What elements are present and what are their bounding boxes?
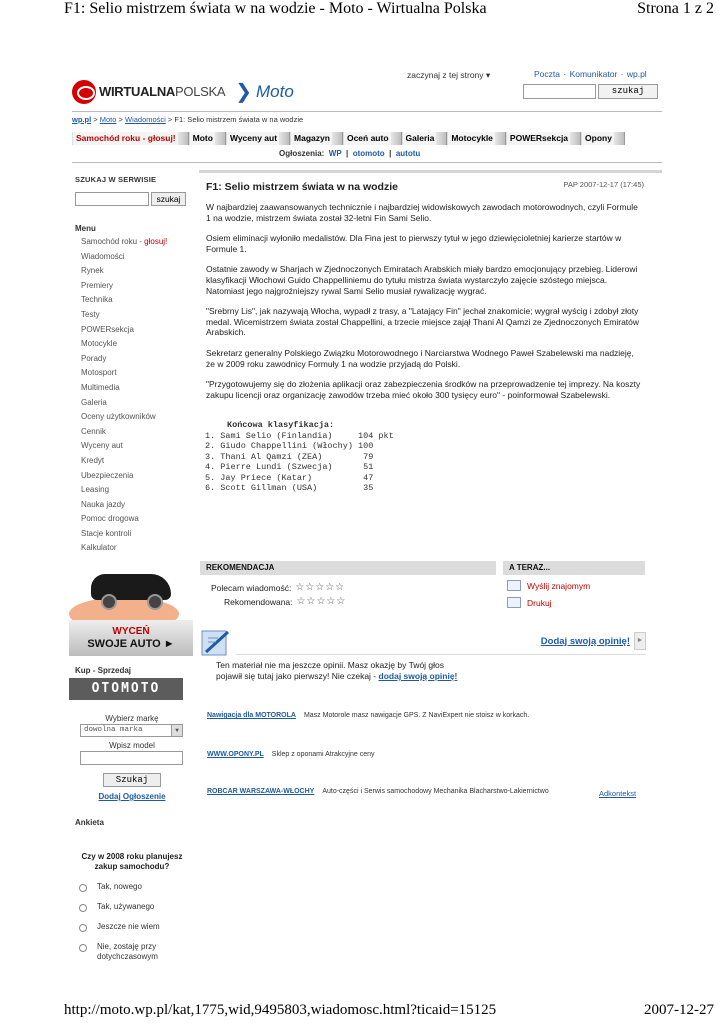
recommended-stars-icon: ☆☆☆☆☆ — [296, 596, 347, 607]
arrow-icon: ❯ — [235, 81, 253, 103]
wycen-auto-banner[interactable] — [69, 562, 193, 656]
add-opinion-inline-link[interactable]: dodaj swoją opinię! — [378, 671, 458, 681]
brand-select[interactable]: dowolna marka ▼ — [80, 724, 183, 737]
printer-icon — [507, 597, 521, 608]
menu-item[interactable]: Motosport — [81, 368, 117, 378]
menu-item-samochod-roku[interactable]: Samochód roku - głosuj! — [81, 237, 168, 246]
article — [199, 170, 662, 493]
ranking-row: 3. Thani Al Qamzi (ZEA) 79 — [205, 451, 374, 462]
menu-item[interactable]: Wiadomości — [81, 251, 125, 261]
radio-icon — [79, 924, 87, 932]
section-name: Moto — [256, 81, 294, 101]
print-page-number: Strona 1 z 2 — [637, 0, 714, 17]
ogloszenia-autotu[interactable]: autotu — [395, 149, 421, 158]
ranking-row: 1. Sami Selio (Finlandia) 104 pkt — [205, 430, 394, 441]
brand-label: Wybierz markę — [105, 714, 159, 723]
ranking-row: 6. Scott Gillman (USA) 35 — [205, 483, 374, 493]
rekomendacja-title: REKOMENDACJA — [200, 561, 496, 575]
add-ad-link[interactable]: Dodaj Ogłoszenie — [98, 792, 166, 801]
menu-title: Menu — [75, 224, 96, 233]
article-paragraph: Ostatnie zawody w Sharjach w Zjednoczonych Emiratach Arabskich miały bardzo emocjonujący przebieg. Liderowi klasyfikacji Włochowi Guido Chappelliniemu do tytułu mistrza świata wystarczyło zajęcie szóstego miejsca. Natomiast jego najgroźniejszy rywal Sami Selio musiał rywalizację wygrać. — [206, 264, 638, 296]
ogloszenia-wp[interactable]: WP — [328, 149, 342, 158]
menu-item[interactable]: Wyceny aut — [81, 441, 123, 451]
menu-item[interactable]: Stacje kontroli — [81, 528, 132, 538]
menu-item[interactable]: Leasing — [81, 485, 110, 495]
logo-brand-light: POLSKA — [175, 84, 226, 99]
menu-item[interactable]: Nauka jazdy — [81, 499, 126, 509]
sidebar-search-title: SZUKAJ W SERWISIE — [75, 175, 157, 184]
top-search-button[interactable]: szukaj — [598, 84, 658, 99]
print-footer — [0, 998, 724, 1024]
nav-item-ocen-auto[interactable]: Oceń auto — [343, 132, 402, 145]
top-link-komunikator[interactable]: Komunikator — [569, 69, 618, 79]
nav-item-opony[interactable]: Opony — [581, 132, 625, 145]
menu-item[interactable]: Porady — [81, 353, 107, 363]
menu-item[interactable]: Pomoc drogowa — [81, 514, 139, 524]
nav-item-powersekcja[interactable]: POWERsekcja — [506, 132, 581, 145]
adkontekst-link[interactable]: Adkontekst — [599, 789, 637, 798]
print-url: http://moto.wp.pl/kat,1775,wid,9495803,wiadomosc.html?ticaid=15125 — [64, 1002, 497, 1018]
menu-item[interactable]: Premiery — [81, 280, 114, 290]
nav-item-samochod-roku[interactable]: Samochód roku - głosuj! — [72, 132, 189, 145]
print-header — [0, 0, 724, 22]
logo-brand-bold: WIRTUALNA — [99, 84, 176, 99]
menu-item[interactable]: Multimedia — [81, 382, 120, 392]
no-opinion-message: Ten materiał nie ma jeszcze opinii. Masz okazję by Twój głos pojawił się tutaj jako pierwszy! Nie czekaj - dodaj swoją opinię! — [216, 660, 458, 681]
article-paragraph: Sekretarz generalny Polskiego Związku Motorowodnego i Narciarstwa Wodnego Paweł Szabelewski ma nadzieję, że w 2009 roku zawodnicy Formuły 1 na wodzie przyjadą do Polski. — [206, 347, 634, 369]
sidebar-search-input[interactable] — [75, 192, 149, 206]
promo-line-1: WYCEŃ — [112, 626, 150, 637]
main-nav — [72, 132, 625, 145]
kup-sprzedaj-title: Kup - Sprzedaj — [75, 666, 132, 675]
nav-divider — [72, 162, 662, 163]
print-title: F1: Selio mistrzem świata w na wodzie - Moto - Wirtualna Polska — [64, 0, 487, 17]
ad-title[interactable]: ROBCAR WARSZAWA-WŁOCHY — [207, 788, 315, 795]
opinion-bar — [200, 628, 646, 658]
menu-item[interactable]: Galeria — [81, 397, 107, 407]
menu-item[interactable]: Testy — [81, 309, 100, 319]
menu-item[interactable]: Motocykle — [81, 339, 118, 349]
promo-line-2: SWOJE AUTO ► — [87, 638, 175, 650]
poll — [72, 852, 192, 962]
poll-option[interactable]: Tak, nowego — [72, 882, 192, 892]
a-teraz-title: A TERAZ... — [503, 561, 645, 575]
menu-item[interactable]: Kredyt — [81, 455, 105, 465]
menu-item[interactable]: Rynek — [81, 266, 104, 276]
ad-text: Sklep z oponami Atrakcyjne ceny — [271, 751, 375, 758]
top-link-wp[interactable]: wp.pl — [626, 69, 647, 79]
poll-option[interactable]: Tak, używanego — [72, 902, 192, 912]
ad-row — [207, 712, 529, 719]
breadcrumb-moto[interactable]: Moto — [99, 115, 117, 124]
chevron-down-icon: ▼ — [171, 725, 182, 736]
radio-icon — [79, 944, 87, 952]
recommended-row — [224, 596, 346, 607]
car-search-form — [72, 714, 192, 801]
ad-text: Masz Motorole masz nawigacje GPS. Z NaviExpert nie stoisz w korkach. — [303, 712, 530, 719]
menu-item[interactable]: Technika — [81, 295, 113, 305]
ogloszenia-otomoto[interactable]: otomoto — [352, 149, 385, 158]
menu-item[interactable]: POWERsekcja — [81, 324, 134, 334]
top-search-input[interactable] — [523, 84, 596, 99]
breadcrumb: wp.pl > Moto > Wiadomości > F1: Selio mistrzem świata w na wodzie — [72, 115, 304, 124]
poll-title: Ankieta — [75, 818, 104, 827]
article-title: F1: Selio mistrzem świata w na wodzie — [206, 181, 398, 193]
breadcrumb-current: F1: Selio mistrzem świata w na wodzie — [174, 115, 304, 124]
recommended-label: Rekomendowana: — [224, 596, 293, 607]
rating-stars-icon[interactable]: ☆☆☆☆☆ — [295, 582, 346, 593]
menu-item[interactable]: Kalkulator — [81, 543, 117, 553]
sidebar-menu — [75, 224, 167, 558]
sidebar-search-button[interactable]: szukaj — [151, 192, 186, 206]
site-logo[interactable] — [72, 79, 294, 104]
breadcrumb-news[interactable]: Wiadomości — [124, 115, 166, 124]
nav-item-moto[interactable]: Moto — [189, 132, 226, 145]
ad-row — [207, 788, 549, 795]
chevron-right-icon[interactable]: ► — [634, 632, 646, 650]
otomoto-logo[interactable]: OTOMOTO — [69, 678, 183, 700]
article-body — [206, 202, 644, 410]
nav-item-magazyn[interactable]: Magazyn — [290, 132, 343, 145]
wp-logo-icon — [72, 80, 96, 104]
rate-row — [211, 582, 345, 593]
ad-title[interactable]: Nawigacja dla MOTOROLA — [207, 712, 296, 719]
ranking-row: 5. Jay Priece (Katar) 47 — [205, 472, 374, 483]
send-to-friend[interactable]: Wyślij znajomym — [507, 580, 590, 591]
article-meta: PAP 2007-12-17 (17:45) — [563, 180, 644, 189]
print-link[interactable]: Drukuj — [507, 597, 552, 608]
model-input[interactable] — [80, 751, 183, 765]
pencil-note-icon — [200, 628, 234, 658]
sidebar-search — [75, 175, 181, 204]
ranking-row: 4. Pierre Lundi (Szwecja) 51 — [205, 462, 374, 472]
article-paragraph: Osiem eliminacji wyłoniło medalistów. Dla Fina jest to pierwszy tytuł w jego dziewięcioletniej karierze startów w Formule 1. — [206, 233, 622, 254]
breadcrumb-home[interactable]: wp.pl — [72, 115, 92, 124]
start-page-dropdown[interactable]: zaczynaj z tej strony ▾ — [407, 70, 491, 80]
menu-item[interactable]: Ubezpieczenia — [81, 470, 134, 480]
top-links: Poczta · Komunikator · wp.pl — [534, 69, 647, 79]
add-opinion-link[interactable]: Dodaj swoją opinię! — [540, 636, 630, 647]
ogloszenia-label: Ogłoszenia: — [279, 149, 325, 158]
print-date: 2007-12-27 — [644, 1002, 714, 1018]
nav-item-motocykle[interactable]: Motocykle — [447, 132, 506, 145]
top-link-poczta[interactable]: Poczta — [534, 69, 560, 79]
ogloszenia-bar: Ogłoszenia: WP | otomoto | autotu — [279, 149, 421, 158]
ad-title[interactable]: WWW.OPONY.PL — [207, 751, 264, 758]
header-divider — [72, 111, 662, 112]
radio-icon — [79, 904, 87, 912]
ranking — [205, 420, 394, 494]
poll-question: Czy w 2008 roku planujesz zakup samochodu? — [81, 852, 183, 871]
ranking-title: Końcowa klasyfikacja: — [227, 420, 335, 430]
rate-label: Polecam wiadomość: — [211, 582, 292, 593]
car-search-button[interactable]: Szukaj — [103, 773, 161, 787]
ranking-row: 2. Giudo Chappellini (Włochy) 100 — [205, 441, 374, 451]
menu-item[interactable]: Oceny użytkowników — [81, 412, 156, 422]
ad-text: Auto-części i Serwis samochodowy Mechanika Blacharstwo-Lakiernictwo — [322, 788, 549, 795]
article-paragraph: "Przygotowujemy się do złożenia aplikacji oraz zabezpieczenia środków na przeprowadzenie tej imprezy. Na koszty zakupu licencji oraz organizację zawodów trzeba mieć około 300 tysięcy euro" - poinformował Szabelewski. — [206, 379, 641, 400]
radio-icon — [79, 884, 87, 892]
car-image — [91, 574, 171, 600]
ad-row — [207, 751, 375, 758]
poll-option[interactable]: Nie, zostaję przy dotychczasowym — [72, 942, 192, 962]
poll-option[interactable]: Jeszcze nie wiem — [72, 922, 192, 932]
menu-item[interactable]: Cennik — [81, 426, 106, 436]
model-label: Wpisz model — [109, 741, 155, 750]
article-paragraph: "Srebrny Lis", jak nazywają Włocha, wypadł z trasy, a "Latający Fin" jechał znakomicie; wygrał wyścig i zdobył złoty medal. Wicemistrzem świata został Chappellini, a trzecie miejsce zajął Thani Al Qamzi ze Zjednoczonych Emiratów Arabskich. — [206, 306, 640, 338]
article-paragraph: W najbardziej zaawansowanych technicznie i najbardziej widowiskowych zawodach motorowodnych, czyli Formule 1 na wodzie, mistrzem świata został 32-letni Fin Sami Selio. — [206, 202, 638, 223]
nav-item-wyceny[interactable]: Wyceny aut — [226, 132, 290, 145]
envelope-icon — [507, 580, 521, 591]
nav-item-galeria[interactable]: Galeria — [402, 132, 448, 145]
